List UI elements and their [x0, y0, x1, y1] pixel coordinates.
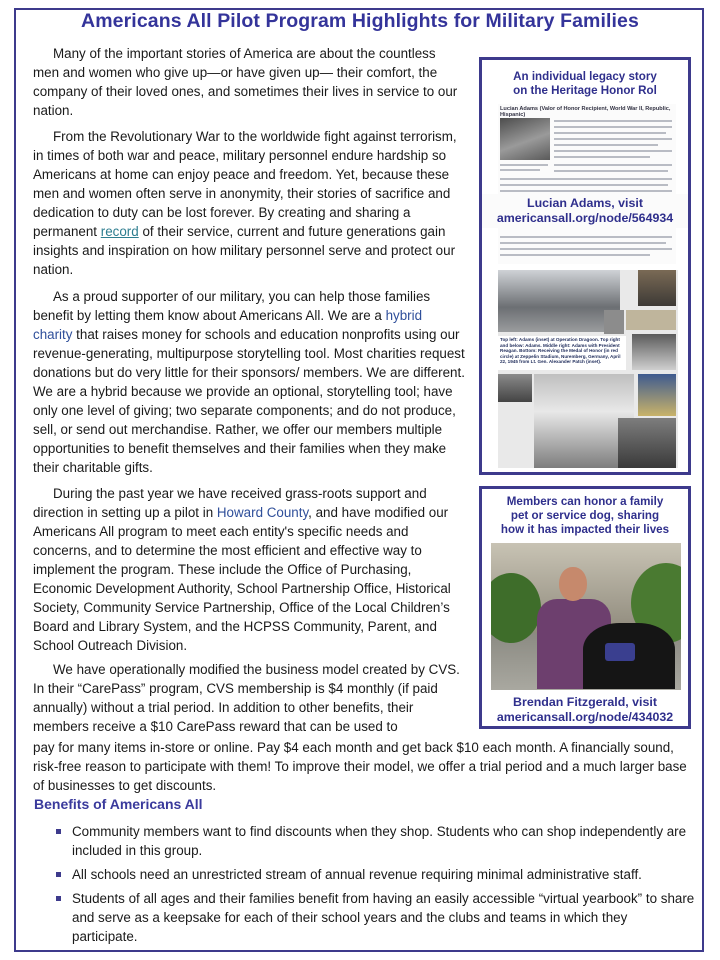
inset-photo	[604, 310, 624, 334]
brendan-fitzgerald-link[interactable]	[482, 695, 688, 725]
page-title: Americans All Pilot Program Highlights for Military Families	[81, 10, 639, 32]
legacy-story-box	[479, 57, 691, 475]
cvs-text-2: pay for many items in-store or online. Pay $4 each month and get back $10 each month. A financially sound, risk-free reason to participate with them! To improve their model, we offer a trial period and a much larger base of businesses to get discounts.	[33, 740, 687, 793]
benefit-item: All schools need an unrestricted stream of annual revenue requiring minimal administrative staff.	[56, 865, 696, 884]
legacy-photo-collage	[498, 270, 678, 468]
pet-caption-line: Members can honor a family	[506, 495, 664, 508]
cvs-paragraph	[33, 660, 461, 736]
lucian-adams-name: Lucian Adams, visit	[527, 196, 643, 210]
history-text-1: From the Revolutionary War to the worldwide fight against terrorism, in times of both war and peace, military personnel endure hardship so Americans at home can enjoy peace and freedom. Yet, because these men and women often serve in anonymity, their stories of sacrifice and dedication to duty can be lost forever. By creating and sharing a permanent	[33, 129, 457, 239]
portrait-photo	[638, 270, 676, 306]
battlefield-photo	[498, 270, 620, 332]
hybrid-charity-link[interactable]: hybrid charity	[33, 308, 423, 342]
support-paragraph	[33, 287, 465, 477]
pet-caption	[482, 495, 688, 537]
collage-caption-text: Top left: Adams (inset) at Operation Dragoon. Top right and below: Adams. Middle right: Adams with President Reagan. Bottom: Receiving the Medal of Honor (in red circle) at Zeppelin Stadium, Nuremberg, Germany, April 22, 1945 from Lt. Gen. Alexander Patch (inset).	[500, 337, 621, 364]
troops-photo	[618, 418, 676, 468]
cvs-paragraph-continued	[33, 738, 695, 795]
pilot-text-1: During the past year we have received grass-roots support and direction in setting up a pilot in	[33, 486, 427, 520]
pet-caption-line: pet or service dog, sharing	[510, 509, 660, 522]
cvs-text-1: We have operationally modified the business model created by CVS. In their “CarePass” program, CVS membership is $4 monthly (if paid annually) without a trial period. In addition to other benefits, their members receive a $10 CarePass reward that can be used to	[33, 662, 460, 734]
howard-county-link[interactable]: Howard County	[216, 505, 309, 520]
benefits-list	[56, 822, 696, 951]
soldier-photo	[498, 374, 532, 402]
lucian-adams-link[interactable]	[482, 194, 688, 228]
record-link[interactable]: record	[100, 224, 139, 239]
brendan-fitzgerald-name: Brendan Fitzgerald, visit	[513, 695, 657, 709]
history-paragraph	[33, 127, 465, 279]
reagan-photo	[632, 334, 676, 370]
lucian-adams-url: americansall.org/node/564934	[496, 211, 674, 225]
brendan-fitzgerald-url: americansall.org/node/434032	[496, 710, 674, 724]
intro-text: Many of the important stories of America are about the countless men and women who give up—or have given up— their comfort, the company of their loved ones, and sometimes their lives in service to our nation.	[33, 46, 458, 118]
intro-paragraph	[33, 44, 463, 120]
pet-story-box	[479, 486, 691, 729]
support-text-2: that raises money for schools and education nonprofits using our revenue-generating, multipurpose storytelling tool. Most charities request donations but do very little for their sponsors/ members. We are different. We are a hybrid because we provide an optional, storytelling tool; have only one level of giving; two separate components; and do not produce, sell, or send out merchandise. Rather, we offer our members multiple opportunities to benefit themselves and their families when they make their charitable gifts.	[33, 327, 465, 475]
legacy-caption-line: on the Heritage Honor Rol	[513, 84, 657, 97]
legacy-doc-text-lower	[498, 232, 676, 264]
benefit-item: Students of all ages and their families benefit from having an easily accessible “virtual yearbook” to share and serve as a keepsake for each of their school years and the clubs and teams in which they participate.	[56, 889, 696, 946]
legacy-doc-header: Lucian Adams (Valor of Honor Recipient, World War II, Republic, Hispanic)	[500, 106, 671, 118]
soldier-portrait-image	[500, 118, 550, 160]
legacy-caption-line: An individual legacy story	[513, 70, 657, 83]
support-text-1: As a proud supporter of our military, you can help those families benefit by letting them know about Americans All. We are a	[33, 289, 431, 323]
service-dog-photo	[491, 543, 681, 690]
legacy-caption	[482, 70, 688, 98]
pilot-text-2: , and have modified our Americans All program to meet each entity's specific needs and concerns, and to determine the most efficient and effective way to implement the program. These include the Office of Purchasing, Economic Development Authority, School Partnership Office, Historical Society, Community Service Partnership, Office of the Local Children’s Board and Library System, and the HCPSS Community, Parent, and School Outreach Division.	[33, 505, 451, 653]
medal-of-honor-image	[638, 374, 676, 416]
ceremony-photo	[626, 310, 676, 330]
benefits-heading: Benefits of Americans All	[34, 796, 203, 812]
benefit-item: Community members want to find discounts when they shop. Students who can shop independently are included in this group.	[56, 822, 696, 860]
pet-caption-line: how it has impacted their lives	[500, 523, 670, 536]
service-dog-vest	[605, 643, 635, 661]
veteran-head	[559, 567, 587, 601]
collage-caption	[498, 336, 626, 370]
history-text-2: of their service, current and future generations gain insights and inspiration on how military personnel serve and protect our nation.	[33, 224, 456, 277]
pilot-paragraph	[33, 484, 463, 655]
